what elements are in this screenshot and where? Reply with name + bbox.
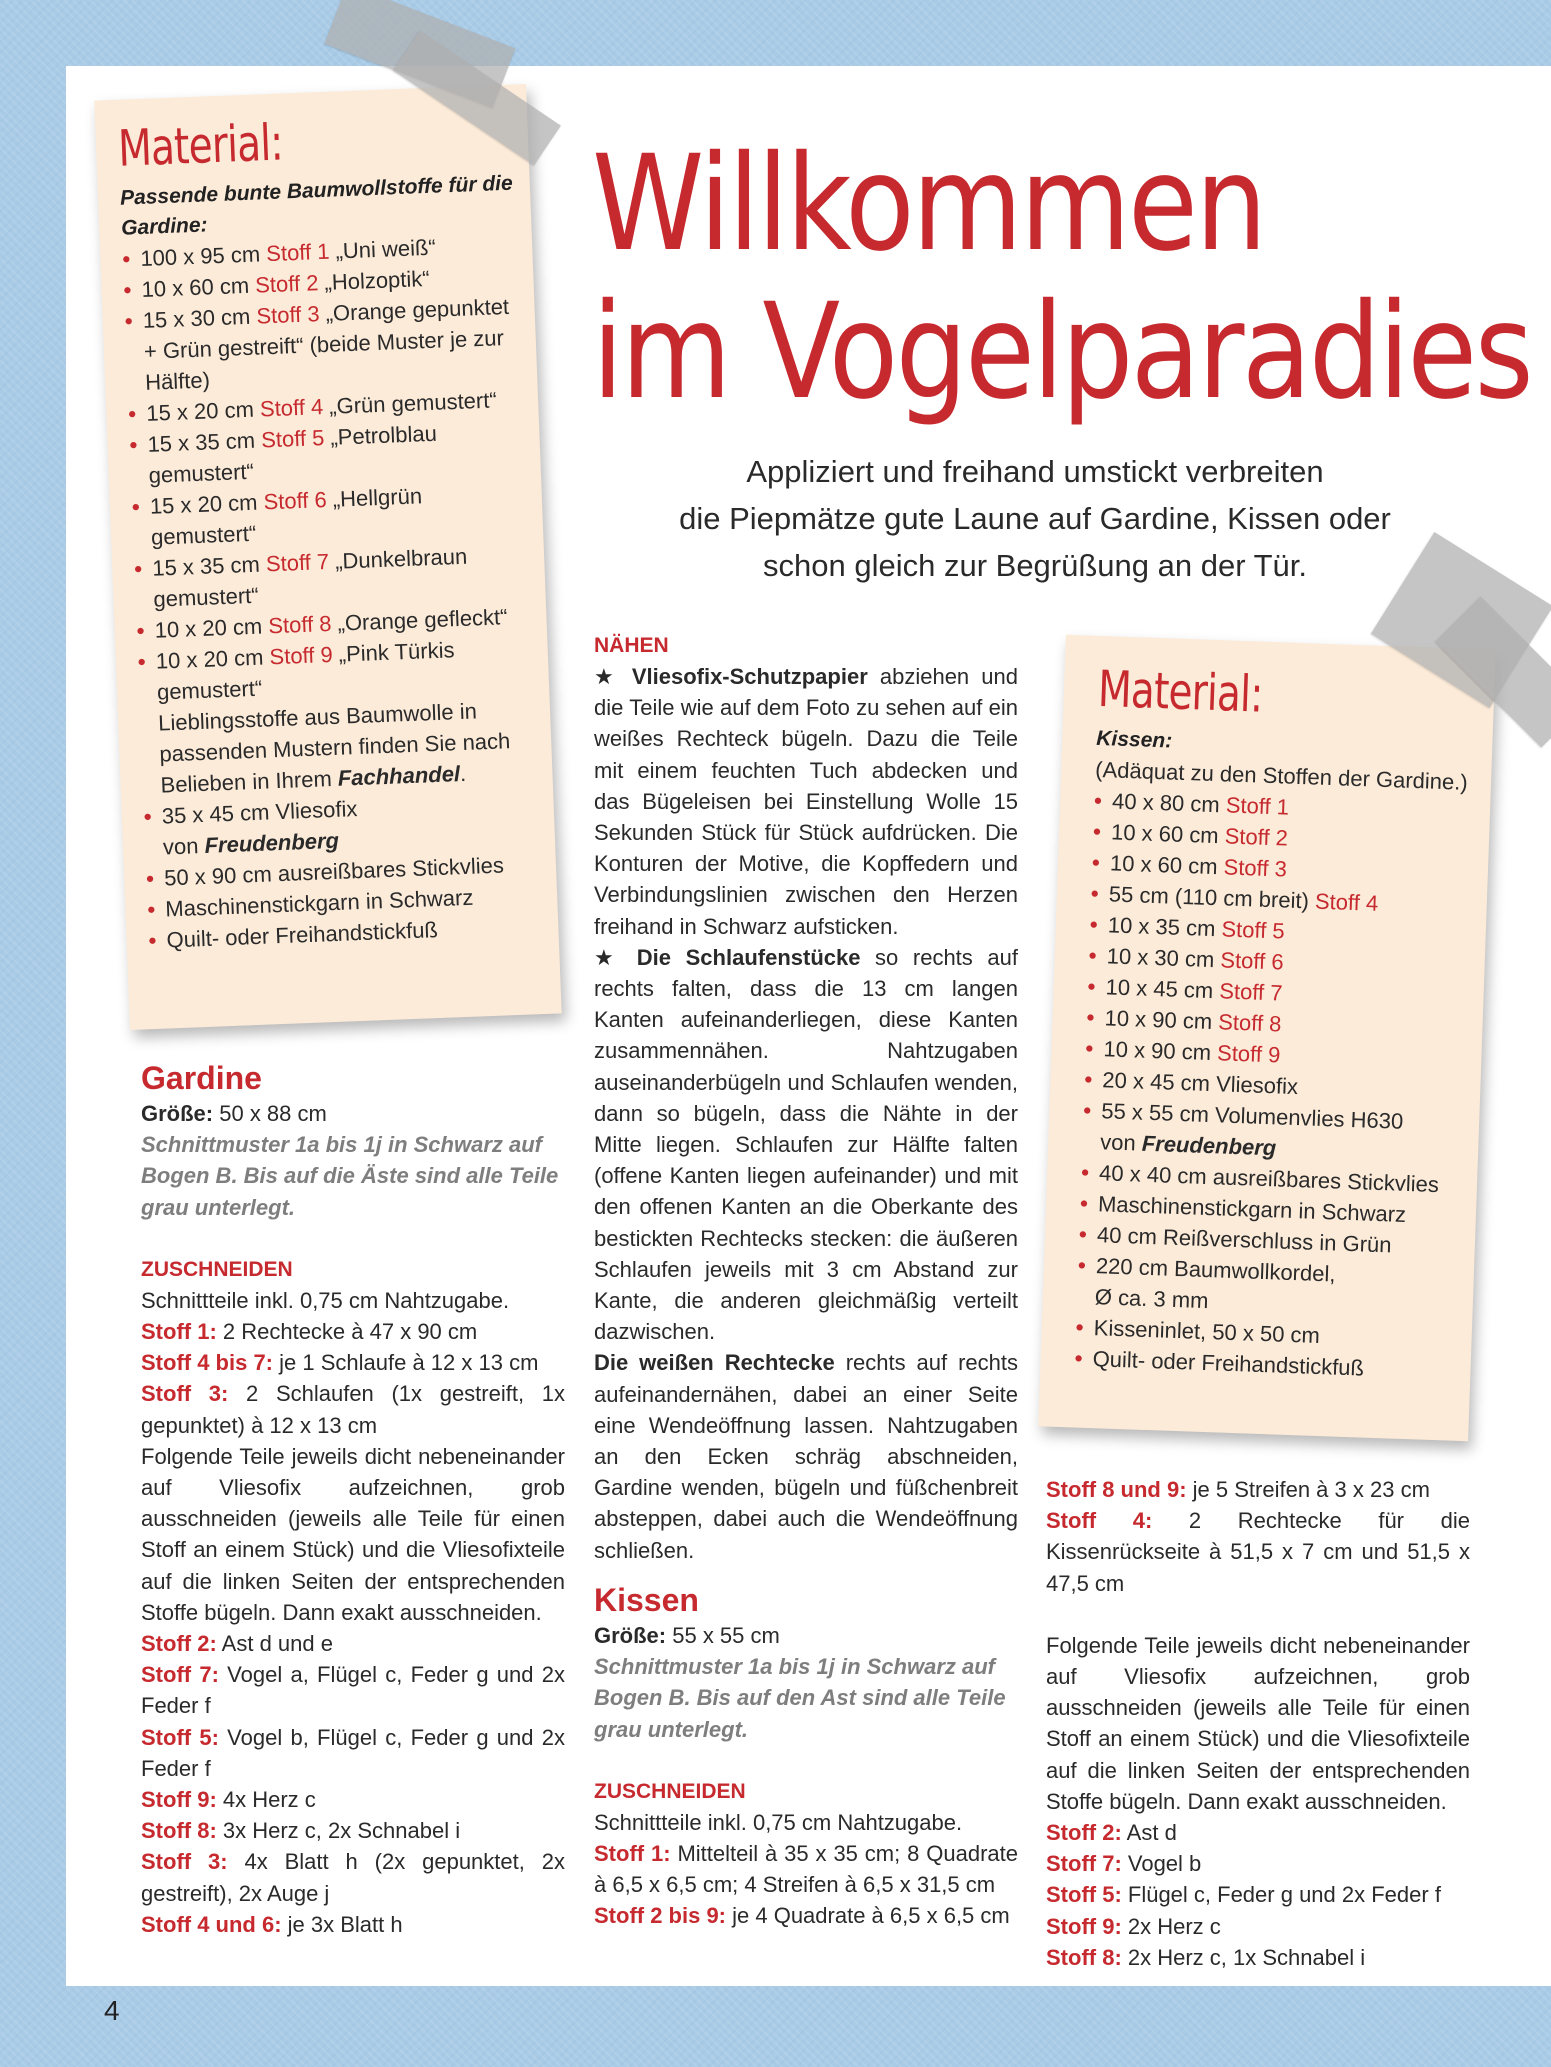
instruction-paragraph: Folgende Teile jeweils dicht nebeneinander auf Vliesofix aufzeichnen, grob ausschneiden (jeweils alle Teile für einen Stoff an einem Stück) und die Vliesofixteile auf die linken Seiten der entsprechenden Stoffe bügeln. Dann exakt ausschneiden. <box>141 1443 565 1625</box>
subtitle-line: schon gleich zur Begrüßung an der Tür. <box>763 548 1307 583</box>
material-item: • 20 x 45 cm Vliesofix <box>1084 1064 1465 1108</box>
cut-intro: Schnittteile inkl. 0,75 cm Nahtzugabe. <box>141 1287 510 1313</box>
material-intro: (Adäquat zu den Stoffen der Gardine.) <box>1094 756 1469 795</box>
size-line: Größe: 55 x 55 cm <box>594 1622 780 1648</box>
size-line: Größe: 50 x 88 cm <box>141 1101 327 1126</box>
material-title: Material: <box>1097 659 1264 724</box>
part-item: Stoff 7: Vogel a, Flügel c, Feder g und 2x Feder f <box>141 1662 565 1719</box>
material-box-kissen <box>1038 635 1495 1442</box>
part-item: Stoff 3: 4x Blatt h (2x gepunktet, 2x gestreift), 2x Auge j <box>141 1849 566 1906</box>
part-item: Stoff 8: 3x Herz c, 2x Schnabel i <box>141 1818 461 1844</box>
column-gardine <box>141 1058 565 1940</box>
material-item: • 15 x 20 cm Stoff 4 „Grün gemustert“ <box>128 383 523 429</box>
naehen-heading: NÄHEN <box>594 634 669 657</box>
title-line: Willkommen <box>592 127 1265 281</box>
material-item: • 55 x 55 cm Volumenvlies H630 von Freudenberg <box>1082 1095 1464 1170</box>
naehen-paragraph: ★ Vliesofix-Schutzpapier abziehen und die Teile wie auf dem Foto zu sehen auf ein weißes Rechteck bügeln. Dazu die Teile mit einem feuchten Tuch abdecken und das Bügeleisen bei Einstellung Wolle 15 Sekunden Stück für Stück aufdrücken. Die Konturen der Motive, die Kopffedern und Verbindungslinien zwischen den Herzen freihand in Schwarz aufsticken. <box>594 664 1018 939</box>
section-title-gardine: Gardine <box>141 1060 262 1096</box>
material-item: • 10 x 20 cm Stoff 8 „Orange gefleckt“ <box>136 600 531 646</box>
subtitle-line: Appliziert und freihand umstickt verbreiten <box>746 454 1324 489</box>
material-item: • Kisseninlet, 50 x 50 cm <box>1075 1312 1456 1356</box>
page-title <box>592 127 1532 429</box>
cut-item: Stoff 4: 2 Rechtecke für die Kissenrückseite à 51,5 x 7 cm und 51,5 x 47,5 cm <box>1046 1508 1470 1596</box>
material-item: • 35 x 45 cm Vliesofix von Freudenberg <box>143 786 539 863</box>
material-note: Lieblingsstoffe aus Baumwolle in passenden Mustern finden Sie nach Belieben in Ihrem Fachhandel. <box>157 698 511 798</box>
material-item: • 15 x 35 cm Stoff 7 „Dunkelbraun gemustert“ <box>134 538 530 615</box>
cut-item: Stoff 1: 2 Rechtecke à 47 x 90 cm <box>141 1319 478 1345</box>
cut-heading: ZUSCHNEIDEN <box>141 1257 293 1281</box>
title-line: im Vogelparadies <box>592 275 1532 429</box>
material-item: • 40 cm Reißverschluss in Grün <box>1079 1219 1460 1263</box>
naehen-paragraph: ★ Die Schlaufenstücke so rechts auf rechts falten, dass die 13 cm langen Kanten aufeinanderliegen, diese Kanten zusammennähen. Nahtzugaben auseinanderbügeln und Schlaufen wenden, dann so bügeln, dass die Nähte in der Mitte liegen. Schlaufen zur Hälfte falten (offene Kanten liegen aufeinander) und mit den offenen Kanten an die Oberkante des bestickten Rechtecks stecken: die äußeren Schlaufen jeweils mit 3 cm Abstand zur Kante, die anderen gleichmäßig verteilt dazwischen. <box>594 944 1018 1345</box>
material-item: • 10 x 30 cm Stoff 6 <box>1088 940 1469 984</box>
part-item: Stoff 7: Vogel b <box>1046 1851 1202 1877</box>
cut-item: Stoff 4 bis 7: je 1 Schlaufe à 12 x 13 cm <box>141 1350 539 1376</box>
naehen-paragraph: Die weißen Rechtecke rechts auf rechts aufeinandernähen, dabei an einer Seite eine Wendeöffnung lassen. Nahtzugaben an den Ecken schräg abschneiden, Gardine wenden, bügeln und füßchenbreit absteppen, dabei auch die Wendeöffnung schließen. <box>594 1350 1018 1563</box>
part-item: Stoff 2: Ast d <box>1046 1820 1177 1846</box>
cut-item: Stoff 3: 2 Schlaufen (1x gestreift, 1x gepunktet) à 12 x 13 cm <box>141 1381 565 1438</box>
part-item: Stoff 8: 2x Herz c, 1x Schnabel i <box>1046 1944 1366 1970</box>
cut-item: Stoff 8 und 9: je 5 Streifen à 3 x 23 cm <box>1046 1477 1430 1502</box>
cut-heading: ZUSCHNEIDEN <box>594 1779 746 1803</box>
material-item: • Quilt- oder Freihandstickfuß <box>148 910 543 956</box>
subtitle <box>640 448 1430 589</box>
material-item: • Maschinenstickgarn in Schwarz <box>147 879 542 925</box>
material-item: • 220 cm Baumwollkordel, Ø ca. 3 mm <box>1076 1250 1458 1325</box>
instruction-paragraph: Folgende Teile jeweils dicht nebeneinander auf Vliesofix aufzeichnen, grob ausschneiden (jeweils alle Teile für einen Stoff an einem Stück) und die Vliesofixteile auf die linken Seiten der entsprechenden Stoffe bügeln. Dann exakt ausschneiden. <box>1046 1632 1470 1814</box>
part-item: Stoff 5: Vogel b, Flügel c, Feder g und 2x Feder f <box>141 1724 565 1781</box>
star-icon: ★ <box>594 664 620 689</box>
part-item: Stoff 5: Flügel c, Feder g und 2x Feder f <box>1046 1882 1441 1908</box>
column-naehen-kissen <box>594 630 1018 1932</box>
material-item: • 10 x 60 cm Stoff 2 „Holzoptik“ <box>123 260 518 306</box>
material-item: • 100 x 95 cm Stoff 1 „Uni weiß“ <box>122 229 517 275</box>
material-list <box>1074 785 1474 1387</box>
material-item: • 40 x 80 cm Stoff 1 <box>1094 785 1475 829</box>
part-item: Stoff 2: Ast d und e <box>141 1631 333 1657</box>
material-item: • 10 x 45 cm Stoff 7 <box>1087 971 1468 1015</box>
material-item: • 10 x 90 cm Stoff 8 <box>1086 1002 1467 1046</box>
material-list <box>122 229 543 957</box>
cut-item: Stoff 1: Mittelteil à 35 x 35 cm; 8 Quadrate à 6,5 x 6,5 cm; 4 Streifen à 6,5 x 31,5 cm <box>594 1840 1019 1898</box>
pattern-note: Schnittmuster 1a bis 1j in Schwarz auf Bogen B. Bis auf die Äste sind alle Teile grau unterlegt. <box>141 1132 559 1220</box>
material-item: • 10 x 60 cm Stoff 2 <box>1093 816 1474 860</box>
material-item: • Quilt- oder Freihandstickfuß <box>1074 1342 1455 1386</box>
section-title-kissen: Kissen <box>594 1581 699 1618</box>
cut-intro: Schnittteile inkl. 0,75 cm Nahtzugabe. <box>594 1809 963 1835</box>
material-item: • 15 x 30 cm Stoff 3 „Orange gepunktet + Grün gestreift“ (beide Muster je zur Hälfte) <box>124 291 521 399</box>
material-subheading: Kissen: <box>1095 726 1173 753</box>
material-item: • 15 x 20 cm Stoff 6 „Hellgrün gemustert“ <box>131 476 527 553</box>
material-item: • 55 cm (110 cm breit) Stoff 4 <box>1090 878 1471 922</box>
part-item: Stoff 9: 2x Herz c <box>1046 1913 1221 1939</box>
pattern-note: Schnittmuster 1a bis 1j in Schwarz auf Bogen B. Bis auf den Ast sind alle Teile grau unterlegt. <box>594 1654 1006 1742</box>
material-item: • 40 x 40 cm ausreißbares Stickvlies <box>1081 1157 1462 1201</box>
material-subheading: Passende bunte Baumwollstoffe für die Gardine: <box>119 171 514 240</box>
subtitle-line: die Piepmätze gute Laune auf Gardine, Kissen oder <box>679 501 1391 536</box>
material-item: • Maschinenstickgarn in Schwarz <box>1080 1188 1461 1232</box>
cut-item: Stoff 2 bis 9: je 4 Quadrate à 6,5 x 6,5 cm <box>594 1903 1010 1929</box>
star-icon: ★ <box>594 944 623 970</box>
column-kissen-continued <box>1046 1474 1470 1973</box>
material-item: • 10 x 35 cm Stoff 5 <box>1089 909 1470 953</box>
material-item: • 10 x 20 cm Stoff 9 „Pink Türkis gemustert“ <box>137 631 533 708</box>
material-item: • 50 x 90 cm ausreißbares Stickvlies <box>146 848 541 894</box>
material-box-gardine <box>94 84 561 1030</box>
material-item: • 15 x 35 cm Stoff 5 „Petrolblau gemustert“ <box>129 414 525 491</box>
material-item: • 10 x 90 cm Stoff 9 <box>1085 1033 1466 1077</box>
page-number: 4 <box>104 1995 120 2026</box>
material-item: • 10 x 60 cm Stoff 3 <box>1091 847 1472 891</box>
material-title: Material: <box>117 113 284 178</box>
part-item: Stoff 9: 4x Herz c <box>141 1787 316 1813</box>
part-item: Stoff 4 und 6: je 3x Blatt h <box>141 1911 403 1937</box>
